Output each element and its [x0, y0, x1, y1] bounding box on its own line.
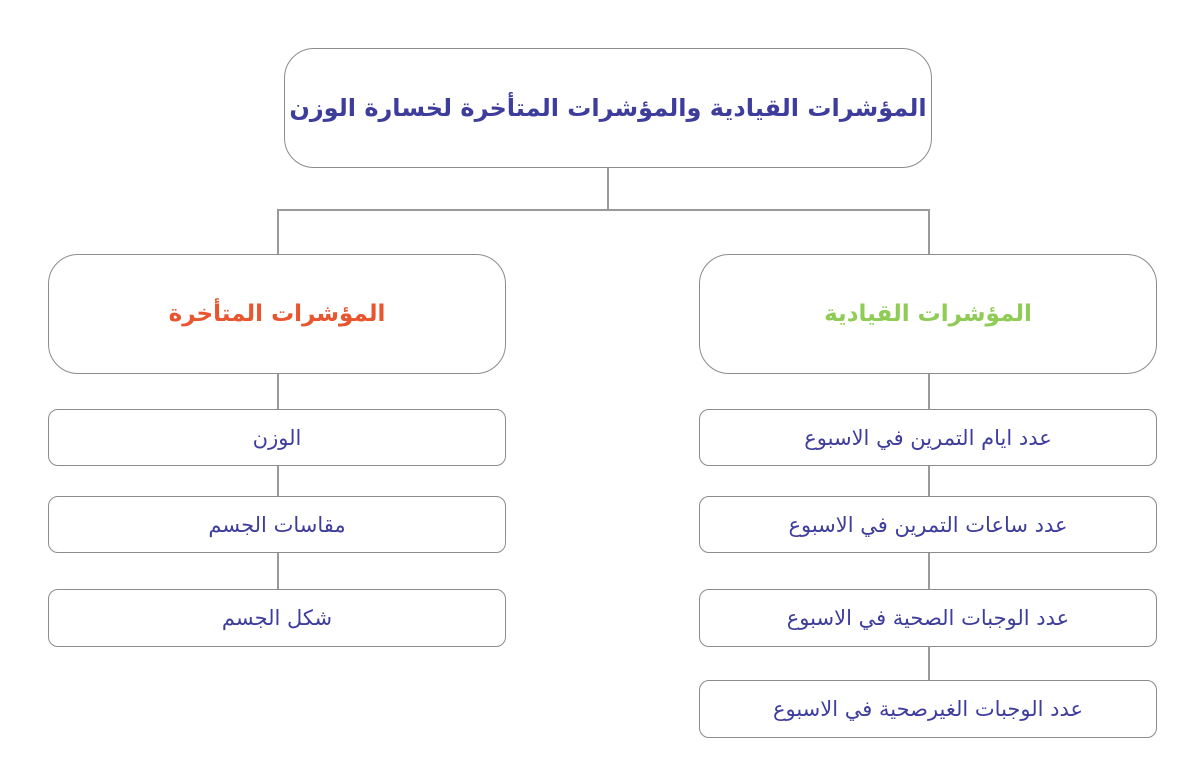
lagging-item-label: مقاسات الجسم [208, 512, 346, 537]
connector-title-down [607, 167, 609, 210]
lagging-item [48, 409, 506, 466]
leading-item [699, 496, 1157, 553]
lagging-item-label: الوزن [252, 425, 302, 450]
leading-item [699, 680, 1157, 738]
lagging-item-label: شكل الجسم [221, 606, 333, 630]
leading-item [699, 409, 1157, 466]
lagging-item [48, 589, 506, 647]
connector-to-lagging [277, 209, 279, 254]
leading-item-label: عدد ايام التمرين في الاسبوع [804, 425, 1052, 450]
leading-heading-box [699, 254, 1157, 374]
lagging-item [48, 496, 506, 553]
leading-item-label: عدد الوجبات الغيرصحية في الاسبوع [772, 697, 1084, 721]
connector-to-leading [928, 209, 930, 254]
leading-item-label: عدد ساعات التمرين في الاسبوع [788, 512, 1068, 537]
leading-heading: المؤشرات القيادية [824, 301, 1032, 327]
leading-item-label: عدد الوجبات الصحية في الاسبوع [786, 606, 1070, 630]
leading-item [699, 589, 1157, 647]
connector-lagging-chain [277, 373, 279, 589]
title-box [284, 48, 932, 168]
lagging-heading-box [48, 254, 506, 374]
lagging-heading: المؤشرات المتأخرة [168, 301, 386, 327]
connector-horizontal [277, 209, 929, 211]
diagram-title: المؤشرات القيادية والمؤشرات المتأخرة لخسارة الوزن [289, 94, 927, 122]
